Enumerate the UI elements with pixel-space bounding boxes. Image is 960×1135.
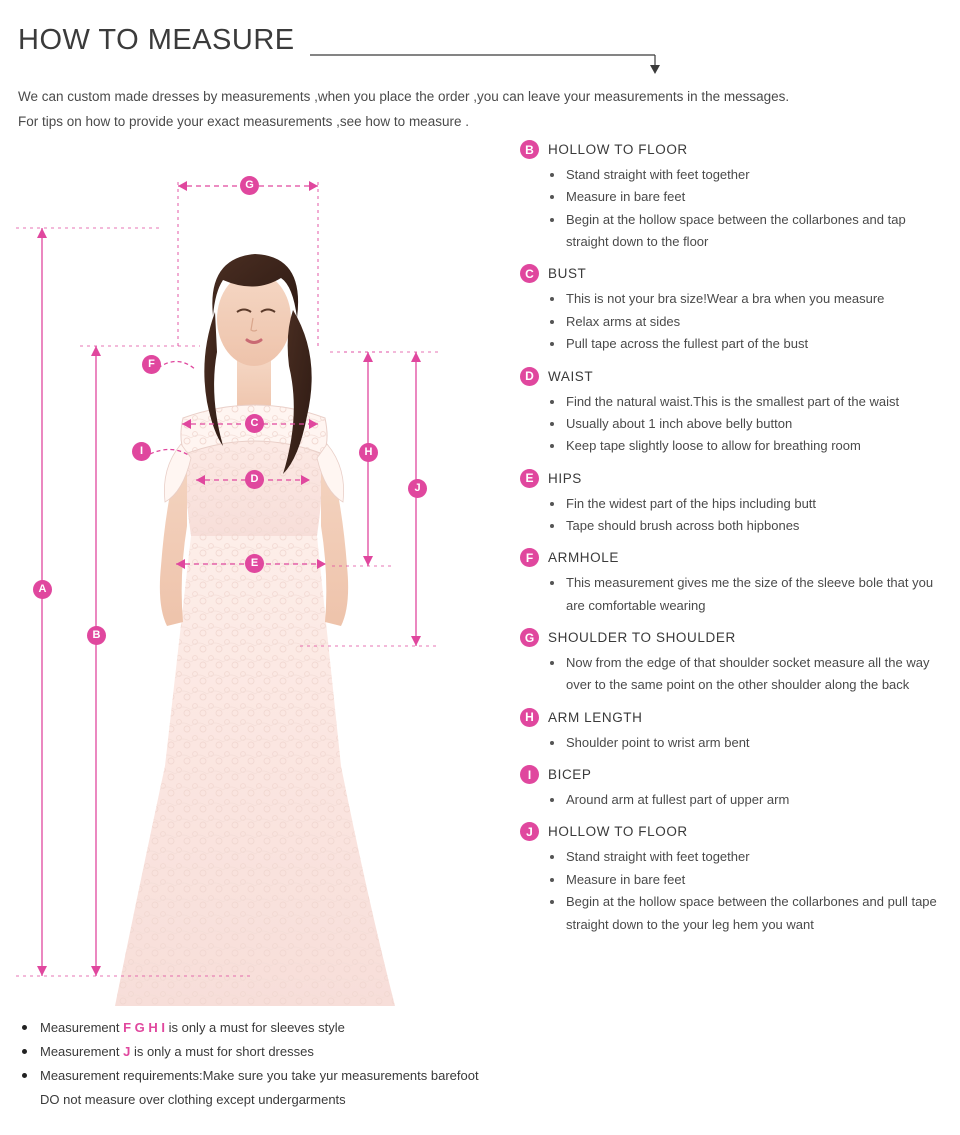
footnote-3-prefix: Measurement requirements:Make sure you take yur measurements barefoot DO not measure over clothing except undergarments	[40, 1068, 479, 1108]
guide-item: Find the natural waist.This is the smallest part of the waist	[520, 391, 950, 413]
guide-item: Relax arms at sides	[520, 311, 950, 333]
guide-item: Stand straight with feet together	[520, 846, 950, 868]
badge-i-icon: I	[520, 765, 539, 784]
guide-header	[520, 140, 950, 159]
guide-section-d	[520, 367, 950, 458]
measure-label-a: A	[33, 580, 52, 599]
footnote-3	[18, 1064, 488, 1112]
measure-label-c: C	[245, 414, 264, 433]
guide-items-i	[520, 789, 950, 811]
guide-title-f: ARMHOLE	[548, 550, 619, 566]
measurement-figure	[0, 146, 490, 1006]
guide-items-f	[520, 572, 950, 617]
measure-label-e: E	[245, 554, 264, 573]
measure-label-d: D	[245, 470, 264, 489]
guide-item: This is not your bra size!Wear a bra when you measure	[520, 288, 950, 310]
badge-g-icon: G	[520, 628, 539, 647]
guide-item: Keep tape slightly loose to allow for breathing room	[520, 435, 950, 457]
guide-item: Measure in bare feet	[520, 186, 950, 208]
guide-item: Now from the edge of that shoulder socket measure all the way over to the same point on the other shoulder along the back	[520, 652, 950, 697]
measurement-guide-list	[520, 140, 950, 947]
guide-title-d: WAIST	[548, 368, 594, 384]
badge-e-icon: E	[520, 469, 539, 488]
guide-header	[520, 548, 950, 567]
guide-title-j: HOLLOW TO FLOOR	[548, 824, 688, 840]
footnote-1-prefix: Measurement	[40, 1020, 124, 1035]
guide-item: Begin at the hollow space between the collarbones and tap straight down to the floor	[520, 209, 950, 254]
footnote-2-highlight: J	[123, 1044, 131, 1060]
guide-title-g: SHOULDER TO SHOULDER	[548, 630, 736, 646]
guide-items-e	[520, 493, 950, 538]
guide-item: Begin at the hollow space between the collarbones and pull tape straight down to the your leg hem you want	[520, 891, 950, 936]
guide-item: Around arm at fullest part of upper arm	[520, 789, 950, 811]
footnotes	[18, 1016, 488, 1112]
guide-section-h	[520, 708, 950, 754]
guide-header	[520, 264, 950, 283]
guide-section-f	[520, 548, 950, 617]
measure-label-b: B	[87, 626, 106, 645]
measure-label-f: F	[142, 355, 161, 374]
guide-title-h: ARM LENGTH	[548, 709, 643, 725]
badge-d-icon: D	[520, 367, 539, 386]
badge-f-icon: F	[520, 548, 539, 567]
guide-title-c: BUST	[548, 266, 587, 282]
badge-h-icon: H	[520, 708, 539, 727]
guide-section-b	[520, 140, 950, 253]
guide-item: Pull tape across the fullest part of the bust	[520, 333, 950, 355]
measure-label-g: G	[240, 176, 259, 195]
intro-line-2: For tips on how to provide your exact measurements ,see how to measure .	[18, 114, 469, 129]
guide-items-d	[520, 391, 950, 458]
guide-items-g	[520, 652, 950, 697]
measure-label-h: H	[359, 443, 378, 462]
footnote-2	[18, 1040, 488, 1064]
guide-header	[520, 765, 950, 784]
guide-item: Tape should brush across both hipbones	[520, 515, 950, 537]
guide-section-j	[520, 822, 950, 935]
header-arrow-icon	[310, 47, 660, 77]
footnote-1	[18, 1016, 488, 1040]
guide-section-e	[520, 469, 950, 538]
measurement-lines	[0, 146, 490, 1006]
badge-c-icon: C	[520, 264, 539, 283]
guide-header	[520, 708, 950, 727]
guide-header	[520, 469, 950, 488]
page-title: HOW TO MEASURE	[18, 24, 295, 56]
guide-item: Usually about 1 inch above belly button	[520, 413, 950, 435]
guide-title-e: HIPS	[548, 470, 582, 486]
measure-label-i: I	[132, 442, 151, 461]
guide-item: Shoulder point to wrist arm bent	[520, 732, 950, 754]
guide-item: Measure in bare feet	[520, 869, 950, 891]
guide-item: This measurement gives me the size of the sleeve bole that you are comfortable wearing	[520, 572, 950, 617]
guide-title-i: BICEP	[548, 767, 592, 783]
footnote-1-suffix: is only a must for sleeves style	[164, 1020, 345, 1035]
footnote-2-prefix: Measurement	[40, 1044, 124, 1060]
guide-item: Stand straight with feet together	[520, 164, 950, 186]
guide-item: Fin the widest part of the hips including butt	[520, 493, 950, 515]
badge-j-icon: J	[520, 822, 539, 841]
guide-title-b: HOLLOW TO FLOOR	[548, 142, 688, 157]
measure-label-j: J	[408, 479, 427, 498]
footnote-1-highlight: F G H I	[123, 1020, 165, 1035]
guide-section-i	[520, 765, 950, 811]
guide-section-c	[520, 264, 950, 355]
guide-items-b	[520, 164, 950, 253]
guide-section-g	[520, 628, 950, 697]
guide-items-c	[520, 288, 950, 355]
guide-items-j	[520, 846, 950, 935]
guide-header	[520, 822, 950, 841]
footnote-2-suffix: is only a must for short dresses	[130, 1044, 314, 1060]
intro-line-1: We can custom made dresses by measurements ,when you place the order ,you can leave your measurements in the messages.	[18, 89, 790, 104]
guide-items-h	[520, 732, 950, 754]
guide-header	[520, 628, 950, 647]
guide-header	[520, 367, 950, 386]
badge-b-icon: B	[520, 140, 539, 159]
